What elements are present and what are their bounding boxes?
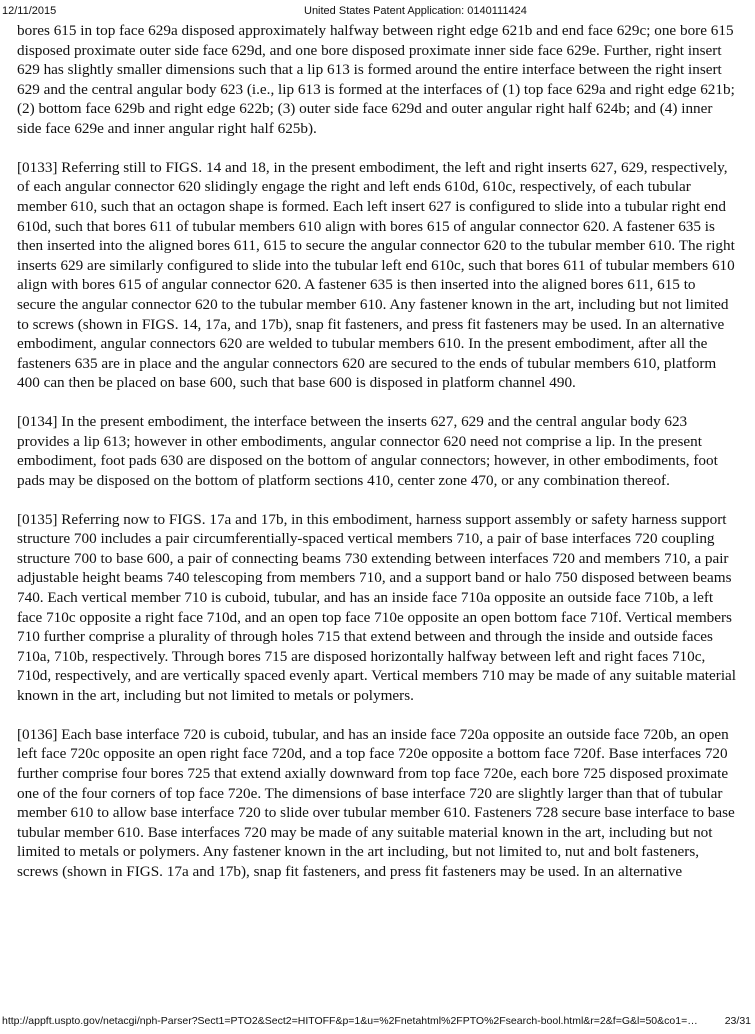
paragraph-0133: [0133] Referring still to FIGS. 14 and 18, in the present embodiment, the left and right inserts 627, 629, respectively, of each angular connector 620 slidingly engage the right and left ends 610d, 610c, respectively, of each tubular member 610, such that an octagon shape is formed. Each left insert 627 is configured to slide into a tubular right end 610d, such that bores 611 of tubular members 610 align with bores 615 of angular connector 620. A fastener 635 is then inserted into the aligned bores 611, 615 to secure the angular connector 620 to the tubular member 610. The right inserts 629 are similarly configured to slide into the tubular left end 610c, such that bores 611 of tubular members 610 align with bores 615 of angular connector 620. A fastener 635 is then inserted into the aligned bores 611, 615 to secure the angular connector 620 to the tubular member 610. Any fastener known in the art, including but not limited to screws (shown in FIGS. 14, 17a, and 17b), snap fit fasteners, and press fit fasteners may be used. In an alternative embodiment, angular connectors 620 are welded to tubular members 610. In the present embodiment, after all the fasteners 635 are in place and the angular connectors 620 are secured to the ends of tubular members 610, platform 400 can then be placed on base 600, such that base 600 is disposed in platform channel 490. (17, 158, 735, 392)
print-date: 12/11/2015 (2, 5, 57, 17)
page-footer (2, 1014, 751, 1028)
page-number: 23/31 (724, 1015, 751, 1027)
patent-body (17, 21, 737, 901)
paragraph-0136: [0136] Each base interface 720 is cuboid, tubular, and has an inside face 720a opposite an outside face 720b, an open left face 720c opposite an open right face 720d, and a top face 720e opposite a bottom face 720f. Base interfaces 720 further comprise four bores 725 that extend axially downward from top face 720e, each bore 725 disposed proximate one of the four corners of top face 720e. The dimensions of base interface 720 are slightly larger than that of tubular member 610 to allow base interface 720 to slide over tubular member 610. Fasteners 728 secure base interface to base tubular member 610. Base interfaces 720 may be made of any suitable material known in the art, including but not limited to metals or polymers. Any fastener known in the art including, but not limited to, nut and bolt fasteners, screws (shown in FIGS. 17a and 17b), snap fit fasteners, and press fit fasteners may be used. In an alternative (17, 725, 735, 880)
document-title: United States Patent Application: 0140111424 (304, 5, 527, 17)
page-header (2, 4, 751, 20)
paragraph-0134: [0134] In the present embodiment, the interface between the inserts 627, 629 and the central angular body 623 provides a lip 613; however in other embodiments, angular connector 620 need not comprise a lip. In the present embodiment, foot pads 630 are disposed on the bottom of angular connectors; however, in other embodiments, foot pads may be disposed on the bottom of platform sections 410, center zone 470, or any combination thereof. (17, 413, 718, 489)
source-url: http://appft.uspto.gov/netacgi/nph-Parser?Sect1=PTO2&Sect2=HITOFF&p=1&u=%2Fnetahtml%2FPTO%2Fsearch-bool.html&r=2&f=G&l=50&co1=… (2, 1015, 698, 1027)
paragraph-0135: [0135] Referring now to FIGS. 17a and 17b, in this embodiment, harness support assembly or safety harness support structure 700 includes a pair circumferentially-spaced vertical members 710, a pair of base interfaces 720 coupling structure 700 to base 600, a pair of connecting beams 730 extending between interfaces 720 and members 710, a pair adjustable height beams 740 telescoping from members 710, and a support band or halo 750 disposed between beams 740. Each vertical member 710 is cuboid, tubular, and has an inside face 710a opposite an outside face 710b, a left face 710c opposite a right face 710d, and an open top face 710e opposite an open bottom face 710f. Vertical members 710 further comprise a plurality of through holes 715 that extend between and through the inside and outside faces 710a, 710b, respectively. Through bores 715 are disposed horizontally halfway between left and right faces 710c, 710d, respectively, and are vertically spaced evenly apart. Vertical members 710 may be made of any suitable material known in the art, including but not limited to metals or polymers. (17, 510, 737, 704)
paragraph-continued: bores 615 in top face 629a disposed approximately halfway between right edge 621b and end face 629c; one bore 615 disposed proximate outer side face 629d, and one bore disposed proximate inner side face 629e. Further, right insert 629 has slightly smaller dimensions such that a lip 613 is formed around the entire interface between the right insert 629 and the central angular body 623 (i.e., lip 613 is formed at the interfaces of (1) top face 629a and right edge 621b; (2) bottom face 629b and right edge 622b; (3) outer side face 629d and outer angular right half 624b; and (4) inner side face 629e and inner angular right half 625b). (17, 22, 735, 137)
